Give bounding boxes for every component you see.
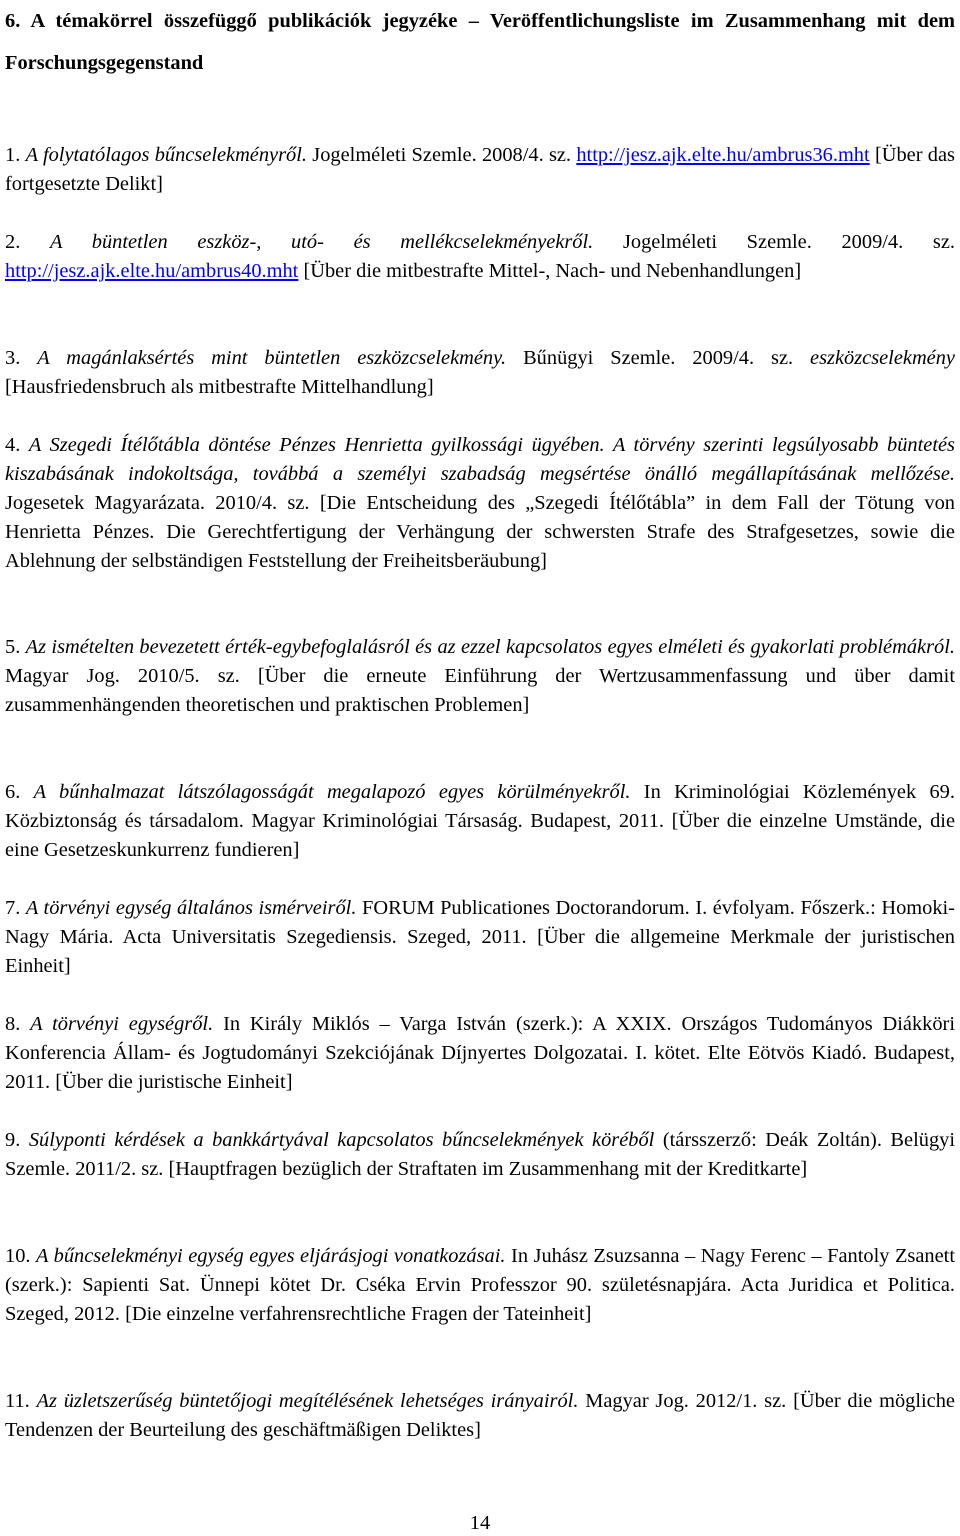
entry-title: A Szegedi Ítélőtábla döntése Pénzes Henrietta gyilkossági ügyében. A törvény szerinti legsúlyosabb büntetés kiszabásának indokoltsága, továbbá a személyi szabadság megsértése önálló megállapításának mellőzése. bbox=[5, 434, 955, 485]
entry-number: 1. bbox=[5, 144, 21, 166]
entry-title: A folytatólagos bűncselekményről. bbox=[25, 144, 307, 166]
entry-number: 2. bbox=[5, 231, 21, 253]
entry-number: 11. bbox=[5, 1390, 30, 1412]
entry-number: 9. bbox=[5, 1129, 21, 1151]
entry-source: Magyar Jog. 2010/5. sz. bbox=[5, 665, 240, 687]
entry-source: Bűnügyi Szemle. 2009/4. sz. bbox=[523, 347, 794, 369]
entry-translation: [Hauptfragen bezüglich der Straftaten im Zusammenhang mit der Kreditkarte] bbox=[168, 1158, 808, 1180]
entry-source: In Juhász Zsuzsanna – Nagy Ferenc – Fantoly Zsanett (szerk.): Sapienti Sat. Ünnepi kötet Dr. Cséka Ervin Professzor 90. születésnapjára. Acta Juridica et Politica. Szeged, 2012. bbox=[5, 1245, 955, 1325]
entry-translation: [Über die erneute Einführung der Wertzusammenfassung und über damit zusammenhängenden theoretischen und praktischen Problemen] bbox=[5, 665, 955, 716]
entry-title-continuation: eszközcselekmény bbox=[810, 347, 955, 369]
entry-source: In Kriminológiai Közlemények 69. Közbiztonság és társadalom. Magyar Kriminológiai Társaság. Budapest, 2011. bbox=[5, 781, 955, 832]
publication-entry-4 bbox=[5, 431, 955, 576]
entry-translation: [Über die juristische Einheit] bbox=[55, 1071, 293, 1093]
entry-translation: [Die einzelne verfahrensrechtliche Fragen der Tateinheit] bbox=[125, 1303, 592, 1325]
entry-number: 8. bbox=[5, 1013, 21, 1035]
entry-title: A magánlaksértés mint büntetlen eszközcselekmény. bbox=[37, 347, 507, 369]
entry-translation: [Die Entscheidung des „Szegedi Ítélőtábla” in dem Fall der Tötung von Henrietta Pénzes. Die Gerechtfertigung der Verhängung der schwersten Strafe des Strafgesetzes, sowie die Ablehnung der selbständigen Feststellung der Freiheitsberäubung] bbox=[5, 492, 955, 572]
publication-entry-2 bbox=[5, 228, 955, 286]
entry-translation: [Hausfriedensbruch als mitbestrafte Mittelhandlung] bbox=[5, 376, 434, 398]
entry-source: Jogelméleti Szemle. 2009/4. sz. bbox=[622, 231, 955, 253]
publication-entry-7 bbox=[5, 894, 955, 981]
entry-source: In Király Miklós – Varga István (szerk.): A XXIX. Országos Tudományos Diákköri Konferencia Állam- és Jogtudományi Szekciójának Díjnyertes Dolgozatai. I. kötet. Elte Eötvös Kiadó. Budapest, 2011. bbox=[5, 1013, 955, 1093]
entry-link[interactable]: http://jesz.ajk.elte.hu/ambrus36.mht bbox=[576, 144, 870, 166]
entry-translation: [Über die einzelne Umstände, die eine Gesetzeskunkurrenz fundieren] bbox=[5, 810, 955, 861]
entry-title: A törvényi egység általános ismérveiről. bbox=[25, 897, 357, 919]
entry-source: Jogelméleti Szemle. 2008/4. sz. bbox=[312, 144, 572, 166]
entry-number: 10. bbox=[5, 1245, 31, 1267]
publication-entry-1 bbox=[5, 141, 955, 199]
entry-title: A törvényi egységről. bbox=[30, 1013, 214, 1035]
publication-entry-11 bbox=[5, 1387, 955, 1445]
publication-entry-10 bbox=[5, 1242, 955, 1329]
entry-translation: [Über das fortgesetzte Delikt] bbox=[5, 144, 955, 195]
section-heading: 6. A témakörrel összefüggő publikációk jegyzéke – Veröffentlichungsliste im Zusammenhang mit dem Forschungsgegenstand bbox=[5, 10, 955, 74]
entry-number: 7. bbox=[5, 897, 21, 919]
entry-source: Jogesetek Magyarázata. 2010/4. sz. bbox=[5, 492, 310, 514]
entry-translation: [Über die allgemeine Merkmale der juristischen Einheit] bbox=[5, 926, 955, 977]
entry-number: 6. bbox=[5, 781, 21, 803]
entry-number: 3. bbox=[5, 347, 21, 369]
publication-entry-5 bbox=[5, 633, 955, 720]
entry-source: (társszerző: Deák Zoltán). Belügyi Szemle. 2011/2. sz. bbox=[5, 1129, 956, 1180]
entry-number: 5. bbox=[5, 636, 21, 658]
entry-number: 4. bbox=[5, 434, 21, 456]
entry-title: A bűncselekményi egység egyes eljárásjogi vonatkozásai. bbox=[36, 1245, 506, 1267]
entry-title: A bűnhalmazat látszólagosságát megalapozó egyes körülményekről. bbox=[33, 781, 631, 803]
entry-source: Magyar Jog. 2012/1. sz. bbox=[585, 1390, 787, 1412]
publication-entry-8 bbox=[5, 1010, 955, 1097]
entry-translation: [Über die mögliche Tendenzen der Beurteilung des geschäftmäßigen Deliktes] bbox=[5, 1390, 955, 1441]
page-number: 14 bbox=[469, 1512, 491, 1534]
entry-translation: [Über die mitbestrafte Mittel-, Nach- und Nebenhandlungen] bbox=[303, 260, 802, 282]
publication-entry-9 bbox=[5, 1126, 955, 1184]
entry-title: Az ismételten bevezetett érték-egybefoglalásról és az ezzel kapcsolatos egyes elméleti és gyakorlati problémákról. bbox=[25, 636, 955, 658]
entry-link[interactable]: http://jesz.ajk.elte.hu/ambrus40.mht bbox=[5, 260, 299, 282]
entry-title: A büntetlen eszköz-, utó- és mellékcselekményekről. bbox=[50, 231, 594, 253]
publication-entry-3 bbox=[5, 344, 955, 402]
entry-title: Az üzletszerűség büntetőjogi megítélésének lehetséges irányairól. bbox=[36, 1390, 579, 1412]
entry-title: Súlyponti kérdések a bankkártyával kapcsolatos bűncselekmények köréből bbox=[28, 1129, 655, 1151]
publication-entry-6 bbox=[5, 778, 955, 865]
entry-source: FORUM Publicationes Doctorandorum. I. évfolyam. Főszerk.: Homoki-Nagy Mária. Acta Universitatis Szegediensis. Szeged, 2011. bbox=[5, 897, 955, 948]
